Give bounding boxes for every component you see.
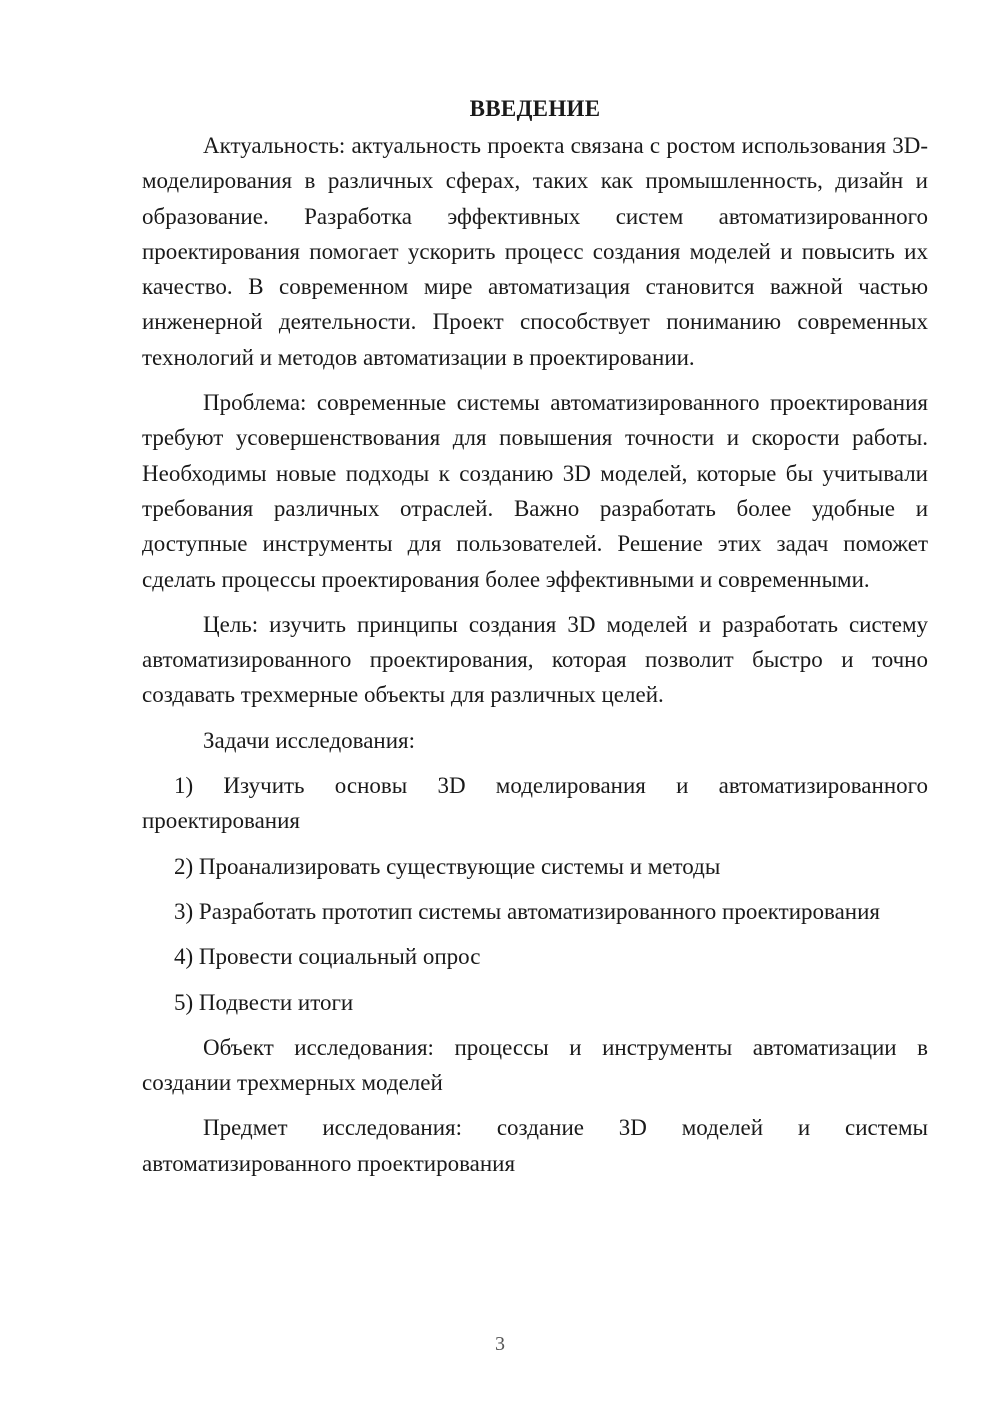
goal-paragraph: Цель: изучить принципы создания 3D моделей и разработать систему автоматизированного проектирования, которая позволит быстро и точно создавать трехмерные объекты для различных целей. [142,611,928,708]
document-page [142,92,928,1191]
object-paragraph: Объект исследования: процессы и инструменты автоматизации в создании трехмерных моделей [142,1034,928,1096]
section-title: ВВЕДЕНИЕ [469,96,601,121]
relevance-paragraph: Актуальность: актуальность проекта связана с ростом использования 3D-моделирования в различных сферах, таких как промышленность, дизайн и образование. Разработка эффективных систем автоматизированного проектирования помогает ускорить процесс создания моделей и повысить их качество. В современном мире автоматизация становится важной частью инженерной деятельности. Проект способствует пониманию современных технологий и методов автоматизации в проектировании. [142,133,928,370]
task-item: 1) Изучить основы 3D моделирования и автоматизированного проектирования [142,773,928,834]
subject-paragraph: Предмет исследования: создание 3D моделей и системы автоматизированного проектирования [142,1115,928,1176]
problem-paragraph: Проблема: современные системы автоматизированного проектирования требуют усовершенствования для повышения точности и скорости работы. Необходимы новые подходы к созданию 3D моделей, которые бы учитывали требования различных отраслей. Важно разработать более удобные и доступные инструменты для пользователей. Решение этих задач поможет сделать процессы проектирования более эффективными и современными. [142,390,928,592]
tasks-heading: Задачи исследования: [203,727,416,753]
task-item: 2) Проанализировать существующие системы и методы [174,853,721,879]
task-item: 5) Подвести итоги [174,989,354,1015]
page-number: 3 [495,1333,505,1355]
task-item: 4) Провести социальный опрос [174,944,481,970]
task-item: 3) Разработать прототип системы автоматизированного проектирования [174,898,881,924]
